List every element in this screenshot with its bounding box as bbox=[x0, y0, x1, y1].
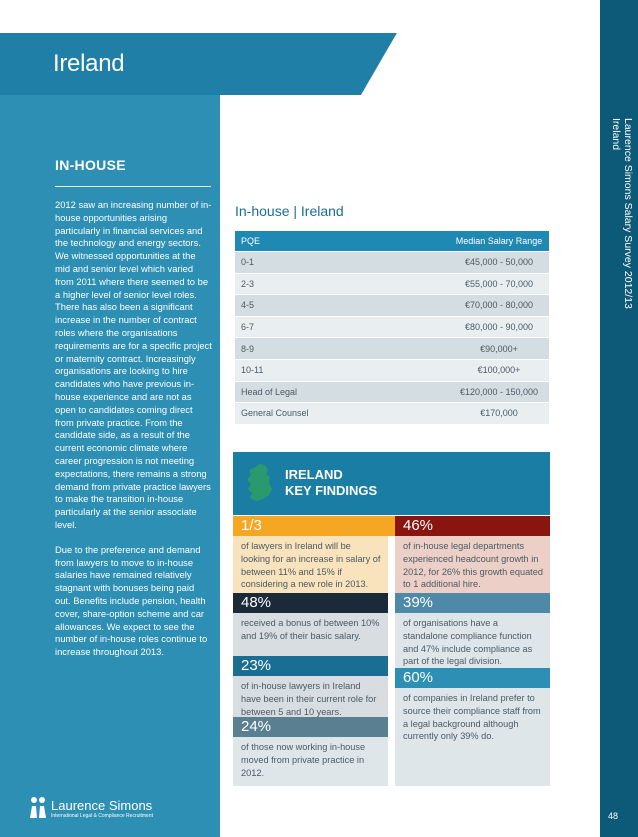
stat-description: of organisations have a standalone compliance function and 47% include compliance as part of the legal division. bbox=[395, 613, 550, 668]
salary-table bbox=[235, 231, 549, 424]
table-row bbox=[235, 295, 549, 317]
stat-description: of lawyers in Ireland will be looking for an increase in salary of between 11% and 15% if considering a new role in 2013. bbox=[233, 536, 388, 593]
title-banner-shadow bbox=[0, 95, 220, 105]
section-heading: IN-HOUSE bbox=[55, 157, 126, 173]
column-header-salary: Median Salary Range bbox=[315, 231, 549, 252]
salary-cell: €120,000 - 150,000 bbox=[315, 381, 549, 403]
table-row bbox=[235, 381, 549, 403]
stat-description: of companies in Ireland prefer to source their compliance staff from a legal background although currently only 39% do. bbox=[395, 688, 550, 786]
stat-value: 48% bbox=[233, 593, 388, 613]
pqe-cell: 10-11 bbox=[235, 359, 315, 381]
ireland-map-icon bbox=[245, 462, 275, 504]
survey-vertical-title bbox=[610, 118, 634, 309]
salary-cell: €90,000+ bbox=[315, 338, 549, 360]
table-header-row bbox=[235, 231, 549, 252]
salary-cell: €70,000 - 80,000 bbox=[315, 295, 549, 317]
key-findings-header bbox=[233, 452, 550, 515]
table-row bbox=[235, 316, 549, 338]
page-number: 48 bbox=[608, 811, 619, 821]
stat-value: 1/3 bbox=[233, 516, 396, 536]
logo-tagline: International Legal & Compliance Recruitment bbox=[51, 813, 153, 819]
stat-description: received a bonus of between 10% and 19% of their basic salary. bbox=[233, 613, 388, 656]
survey-title-line1: Laurence Simons Salary Survey 2012/13 bbox=[622, 118, 634, 309]
survey-title-line2: Ireland bbox=[610, 118, 622, 151]
logo-people-icon bbox=[28, 796, 48, 820]
stat-value: 46% bbox=[395, 516, 550, 536]
logo-name: Laurence Simons bbox=[51, 798, 153, 813]
stat-value: 24% bbox=[233, 717, 388, 737]
table-row bbox=[235, 273, 549, 295]
salary-cell: €45,000 - 50,000 bbox=[315, 252, 549, 274]
key-findings-title-line1: IRELAND bbox=[285, 467, 343, 482]
salary-cell: €55,000 - 70,000 bbox=[315, 273, 549, 295]
top-white-band bbox=[0, 0, 600, 33]
stat-description: of in-house legal departments experienced headcount growth in 2012, for 26% this growth equated to 1 additional hire. bbox=[395, 536, 550, 593]
table-row bbox=[235, 338, 549, 360]
stat-description: of in-house lawyers in Ireland have been in their current role for between 5 and 10 years. bbox=[233, 676, 388, 717]
stat-value: 39% bbox=[395, 593, 550, 613]
table-row bbox=[235, 252, 549, 274]
table-row bbox=[235, 403, 549, 424]
stat-value: 23% bbox=[233, 656, 388, 676]
company-logo bbox=[28, 796, 153, 825]
section-divider bbox=[55, 186, 211, 187]
pqe-cell: 8-9 bbox=[235, 338, 315, 360]
stat-description: of those now working in-house moved from private practice in 2012. bbox=[233, 737, 388, 786]
salary-cell: €100,000+ bbox=[315, 359, 549, 381]
salary-cell: €170,000 bbox=[315, 403, 549, 424]
sidebar-paragraph-2: Due to the preference and demand from lawyers to move to in-house salaries have remained relatively stagnant with bonuses being paid out. Benefits include pension, health cover, share-option scheme and car allowances. We expect to see the number of in-house roles continue to increase throughout 2013. bbox=[55, 543, 208, 658]
sidebar-body bbox=[55, 199, 212, 671]
page-title: Ireland bbox=[53, 50, 125, 77]
key-findings-title bbox=[285, 467, 377, 499]
sidebar-paragraph-1: 2012 saw an increasing number of in-house opportunities arising particularly in financial services and the technology and energy sectors. We witnessed opportunities at the mid and senior level which varied from 2011 where there seemed to be a higher level of senior level roles. There has also been a significant increase in the number of contract roles where the organisations requirements are for a specific project or maternity contract. Increasingly organisations are looking to hire candidates who have previous in-house experience and are not as open to candidates coming direct from private practice. From the candidate side, as a result of the current economic climate where career progression is not meeting expectations, there remains a strong demand from private practice lawyers to make the transition in-house particularly at the senior associate level. bbox=[55, 199, 212, 530]
pqe-cell: 2-3 bbox=[235, 273, 315, 295]
table-title: In-house | Ireland bbox=[235, 203, 344, 219]
pqe-cell: 0-1 bbox=[235, 252, 315, 274]
column-header-pqe: PQE bbox=[235, 231, 315, 252]
pqe-cell: 4-5 bbox=[235, 295, 315, 317]
stat-value: 60% bbox=[395, 668, 550, 688]
pqe-cell: 6-7 bbox=[235, 316, 315, 338]
key-findings-title-line2: KEY FINDINGS bbox=[285, 483, 378, 498]
salary-cell: €80,000 - 90,000 bbox=[315, 316, 549, 338]
pqe-cell: General Counsel bbox=[235, 403, 315, 424]
table-row bbox=[235, 359, 549, 381]
pqe-cell: Head of Legal bbox=[235, 381, 315, 403]
